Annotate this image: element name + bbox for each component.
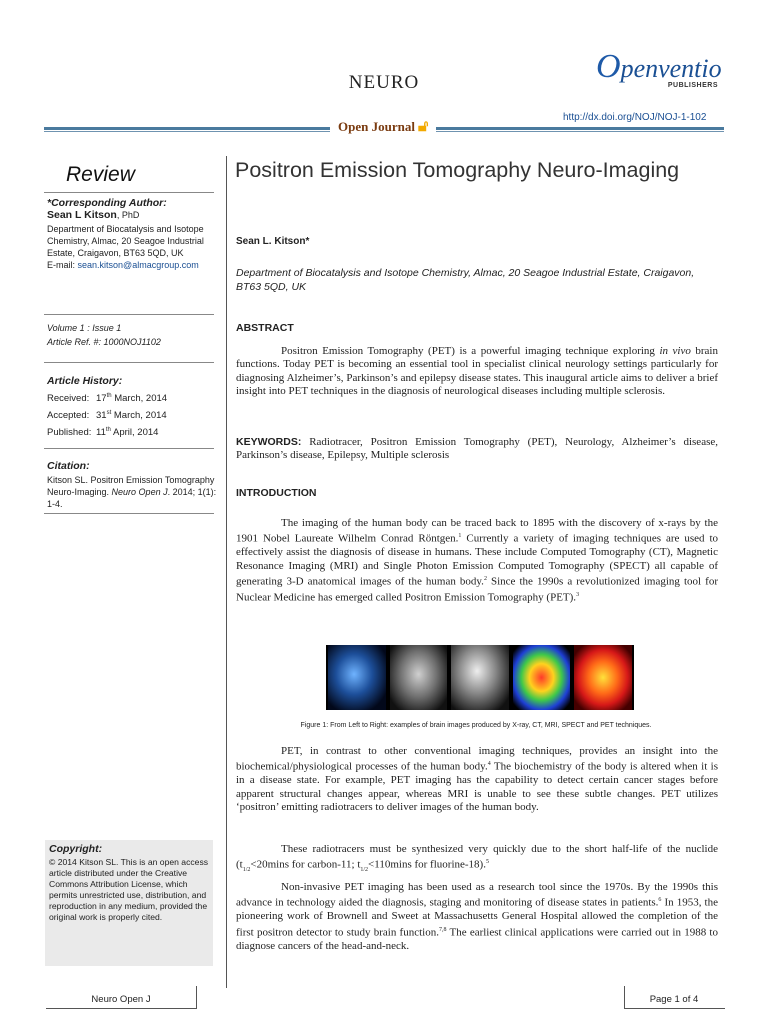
publisher-logo (596, 48, 726, 89)
citation-text: Kitson SL. Positron Emission Tomography Neuro-Imaging. Neuro Open J. 2014; 1(1): 1-4. (47, 475, 217, 509)
journal-name: NEURO (348, 72, 420, 93)
citation-block (47, 460, 217, 510)
publisher-logo-initial: O (596, 48, 621, 85)
sidebar-rule (44, 448, 214, 449)
paragraph-radiotracers: These radiotracers must be synthesized very quickly due to the short half-life of the nuclide ($t_{1/2}<20\min s$ for carbon-11; $t_{1/2}<110\min s$ for fluorine-18).$^5$ (236, 843, 718, 874)
abstract-text: Positron Emission Tomography (PET) is a powerful imaging technique exploring in vivo brain functions. Today PET is becoming an essential tool in specialist clinical neurology settings particularly for diagnosing Alzheimer’s, Parkinson’s and epilepsy disease states. This inaugural article aims to deliver a brief insight into PET techniques in the diagnosis of neurological diseases including multiple sclerosis. (236, 345, 718, 398)
figure-caption: Figure 1: From Left to Right: examples of brain images produced by X-ray, CT, MRI, SPECT and PET techniques. (300, 722, 652, 729)
sidebar-rule (44, 362, 214, 363)
article-history-block (47, 375, 217, 440)
article-title: Positron Emission Tomography Neuro-Imaging (235, 158, 680, 182)
article-history-label: Article History: (47, 375, 123, 387)
publisher-subtitle: PUBLISHERS (667, 82, 718, 89)
sidebar-rule (44, 513, 214, 514)
article-affiliation: Department of Biocatalysis and Isotope Chemistry, Almac, 20 Seagoe Industrial Estate, Craigavon, BT63 5QD, UK (236, 267, 695, 293)
email-label: E-mail: (47, 260, 76, 270)
corresponding-author-block (47, 197, 217, 271)
paragraph-history: Non-invasive PET imaging has been used as a research tool since the 1970s. By the 1990s this advance in technology aided the diagnosis, staging and monitoring of disease states in patients.$^6$ In 1953, the pioneering work of Brownell and Sweet at Massachusetts General Hospital allowed the completion of the first positron detector to study brain function.$^{7,8}$ The earliest clinical applications were carried out in 1988 to diagnose cancers of the head-and-neck. (236, 881, 718, 952)
open-journal-label: Open Journal (338, 119, 415, 134)
keywords: KEYWORDS: Radiotracer, Positron Emission Tomography (PET), Neurology, Alzheimer’s disease, Parkinson’s disease, Epilepsy, Multiple sclerosis (236, 436, 718, 462)
open-access-lock-icon: 🔓︎ (417, 118, 429, 135)
open-journal-badge (330, 118, 436, 136)
doi-link[interactable]: http://dx.doi.org/NOJ/NOJ-1-102 (563, 112, 707, 123)
author-degree: , PhD (116, 210, 140, 220)
copyright-text: © 2014 Kitson SL. This is an open access article distributed under the Creative Commons Attribution License, which permits unrestricted use, distribution, and reproduction in any medium, provided the original work is properly cited. (49, 857, 209, 922)
email-link[interactable]: sean.kitson@almacgroup.com (77, 260, 199, 270)
xray-brain-image (328, 645, 386, 710)
published-date: Published: 11th April, 2014 (47, 427, 159, 439)
column-divider (226, 156, 227, 988)
sidebar-rule (44, 192, 214, 193)
volume-issue: Volume 1 : Issue 1 (47, 323, 122, 333)
copyright-label: Copyright: (49, 843, 103, 855)
accepted-date: Accepted: 31st March, 2014 (47, 410, 167, 422)
spect-brain-image (513, 645, 571, 710)
brain-images-figure (326, 645, 634, 710)
article-author: Sean L. Kitson* (236, 236, 310, 247)
copyright-box (45, 840, 213, 966)
citation-label: Citation: (47, 460, 90, 472)
paragraph-pet-contrast: PET, in contrast to other conventional imaging techniques, provides an insight into the biochemical/physiological processes of the human body.$^4$ The biochemistry of the body is altered when it is in a disease state. For example, PET imaging has the capability to detect certain cancer stages before apparent structural changes appear, whereas MRI is unable to see these subtle changes. PET utilizes ‘positron’ emitting radiotracers to deliver images of the human body. (236, 745, 718, 814)
volume-block (47, 322, 217, 348)
introduction-paragraph: The imaging of the human body can be traced back to 1895 with the discovery of x-rays by the 1901 Nobel Laureate Wilhelm Conrad Röntgen.$^1$ Currently a variety of imaging techniques are used to effectively assist the diagnosis of disease in humans. These include Computed Tomography (CT), Magnetic Resonance Imaging (MRI) and Single Photon Emission Computed Tomography (SPECT) all capable of generating 3-D anatomical images of the human body.$^2$ Since the 1990s a revolutionized imaging tool for Nuclear Medicine has emerged called Positron Emission Tomography (PET).$^3$ (236, 517, 719, 604)
ct-brain-image (390, 645, 448, 710)
footer-page-number: Page 1 of 4 (649, 994, 699, 1005)
author-name: Sean L Kitson (47, 209, 117, 221)
author-department: Department of Biocatalysis and Isotope Chemistry, Almac, 20 Seagoe Industrial Estate, Craigavon, BT63 5QD, UK (47, 224, 204, 258)
abstract-heading: ABSTRACT (236, 322, 294, 334)
sidebar-rule (44, 314, 214, 315)
mri-brain-image (451, 645, 509, 710)
introduction-heading: INTRODUCTION (236, 487, 317, 499)
article-ref: Article Ref. #: 1000NOJ1102 (47, 337, 161, 347)
received-date: Received: 17th March, 2014 (47, 393, 168, 405)
publisher-logo-text: penventio (620, 54, 722, 83)
pet-brain-image (574, 645, 632, 710)
corresponding-author-label: *Corresponding Author: (47, 197, 167, 209)
footer-journal: Neuro Open J (91, 994, 151, 1005)
article-type-label: Review (66, 163, 135, 186)
